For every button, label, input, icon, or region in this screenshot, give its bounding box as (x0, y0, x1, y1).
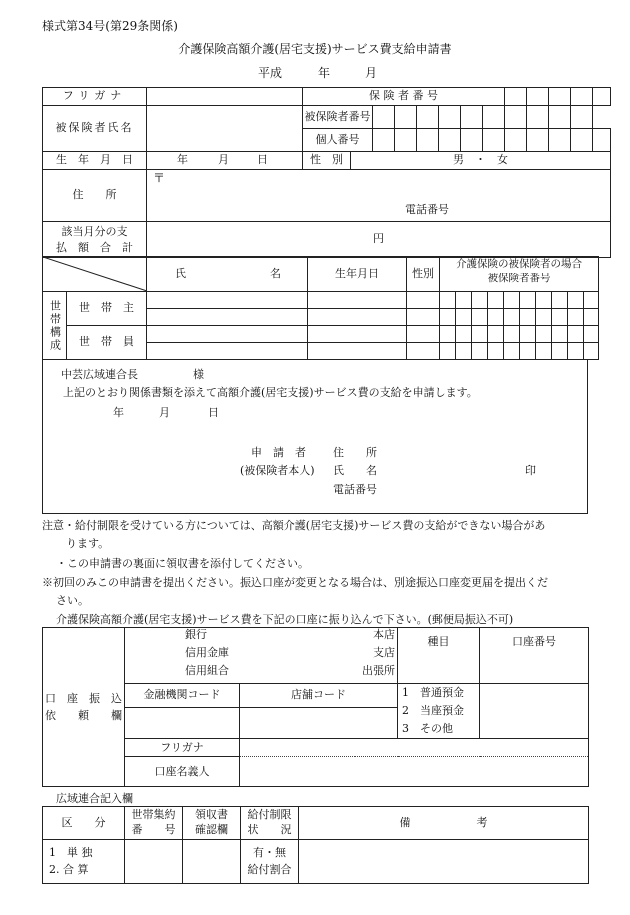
birth-day-label: 日 (257, 153, 268, 167)
decl-year: 年 (113, 406, 124, 419)
note-1-cont: ります。 (66, 537, 110, 550)
applicant-address-label: 住 所 (333, 446, 377, 459)
insurer-number-cell[interactable] (571, 88, 593, 106)
applicant-sub-label: (被保険者本人) (240, 464, 315, 477)
hm-no-cell[interactable] (536, 326, 552, 343)
furigana-label: フリガナ (43, 88, 147, 106)
form-number: 様式第34号(第29条関係) (42, 19, 178, 33)
personal-number-cell[interactable] (395, 129, 417, 152)
yen-unit: 円 (373, 232, 384, 246)
hm-no-cell[interactable] (568, 326, 584, 343)
hm-no-cell[interactable] (472, 343, 488, 360)
hm-no-cell[interactable] (488, 326, 504, 343)
insurer-number-cell[interactable] (527, 88, 549, 106)
hh-sex-cell[interactable] (407, 292, 440, 309)
hh-no-cell[interactable] (488, 309, 504, 326)
holder-furigana-field[interactable] (240, 739, 589, 757)
decl-month: 月 (159, 406, 170, 419)
hm-no-cell[interactable] (456, 326, 472, 343)
institution-code-field[interactable] (125, 707, 240, 739)
hh-name-cell[interactable] (147, 292, 308, 309)
branch-type-branch: 支店 (373, 646, 395, 659)
insured-number-cell[interactable] (461, 106, 483, 129)
hh-no-cell[interactable] (552, 292, 568, 309)
branch-code-label: 店舗コード (240, 684, 398, 708)
hm-no-cell[interactable] (536, 343, 552, 360)
household-corner (43, 257, 147, 292)
diagonal-line (43, 257, 147, 291)
holder-furigana-label: フリガナ (125, 739, 240, 757)
bank-lead: 介護保険高額介護(居宅支援)サービス費を下記の口座に振り込んで下さい。(郵便局振込不可) (56, 613, 514, 626)
hh-no-cell[interactable] (584, 309, 599, 326)
biko-field[interactable] (299, 840, 589, 884)
honorific: 様 (193, 368, 204, 381)
form-title: 介護保険高額介護(居宅支援)サービス費支給申請書 (178, 42, 452, 56)
hm-no-cell[interactable] (504, 343, 520, 360)
office-section-title: 広域連合記入欄 (56, 792, 133, 805)
note-3: ※初回のみこの申請書を提出ください。振込口座が変更となる場合は、別途振込口座変更届を提出くだ (42, 576, 548, 589)
col-insured-header: 介護保険の被保険者の場合 (440, 257, 599, 273)
hm-sex-cell[interactable] (407, 326, 440, 343)
hh-no-cell[interactable] (520, 292, 536, 309)
hh-no-cell[interactable] (504, 309, 520, 326)
decl-day: 日 (208, 406, 219, 419)
kubun-field[interactable]: 1 単 独 2. 合 算 (43, 840, 125, 884)
bank-type-kumiai: 信用組合 (185, 664, 229, 677)
branch-code-field[interactable] (240, 707, 398, 739)
personal-number-cell[interactable] (461, 129, 483, 152)
date-era: 平成 (258, 66, 283, 80)
hm-no-cell[interactable] (456, 343, 472, 360)
hm-name-cell[interactable] (147, 326, 308, 343)
hh-no-cell[interactable] (568, 309, 584, 326)
hm-no-cell[interactable] (584, 343, 599, 360)
applicant-phone-label: 電話番号 (333, 483, 377, 496)
personal-number-cell[interactable] (417, 129, 439, 152)
kyufu-status-field[interactable]: 有・無 給付割合 (241, 840, 299, 884)
insurer-number-label: 保 険 者 番 号 (303, 88, 505, 106)
insured-number-cell[interactable] (505, 106, 527, 129)
col-kubun-header: 区 分 (43, 807, 125, 840)
col-sex-header: 性別 (407, 257, 440, 292)
office-table (42, 806, 589, 884)
declaration-box (42, 359, 588, 514)
insurer-number-cell[interactable] (593, 88, 611, 106)
insured-number-cell[interactable] (527, 106, 549, 129)
bank-side-label: 口 座 振 込 依 頼 欄 (43, 628, 125, 787)
hm-no-cell[interactable] (520, 326, 536, 343)
hh-no-cell[interactable] (520, 309, 536, 326)
hh-no-cell[interactable] (584, 292, 599, 309)
hm-no-cell[interactable] (584, 326, 599, 343)
insured-name-field[interactable] (147, 106, 303, 152)
bank-type-bank: 銀行 (185, 628, 207, 641)
payment-total-label: 該当月分の支 払 額 合 計 (43, 222, 147, 258)
postal-mark: 〒 (153, 171, 166, 185)
seal-mark: 印 (525, 464, 536, 477)
hm-no-cell[interactable] (488, 343, 504, 360)
account-number-header: 口座番号 (480, 628, 589, 684)
household-side-label: 世帯構成 (43, 292, 67, 360)
insured-number-cell[interactable] (373, 106, 395, 129)
declaration-statement: 上記のとおり関係書類を添えて高額介護(居宅支援)サービス費の支給を申請します。 (63, 386, 478, 399)
insured-number-cell[interactable] (571, 106, 593, 129)
branch-type-sub: 出張所 (362, 664, 395, 677)
hh-birth-cell[interactable] (308, 292, 407, 309)
account-holder-field[interactable] (240, 757, 589, 787)
address-field[interactable] (147, 170, 611, 222)
household-member-label: 世 帯 員 (67, 326, 147, 360)
col-name-header: 氏 名 (147, 257, 308, 292)
hh-birth-cell[interactable] (308, 309, 407, 326)
col-insured-number-header: 被保険者番号 (440, 273, 599, 292)
personal-number-cell[interactable] (373, 129, 395, 152)
col-birthdate-header: 生年月日 (308, 257, 407, 292)
hm-birth-cell[interactable] (308, 343, 407, 360)
note-1: 注意・給付制限を受けている方については、高額介護(居宅支援)サービス費の支給ができない場合があ (42, 519, 546, 532)
insured-number-label: 被保険者番号 (303, 106, 373, 129)
personal-number-cell[interactable] (593, 129, 611, 152)
ryoshu-check-field[interactable] (183, 840, 241, 884)
hh-no-cell[interactable] (536, 309, 552, 326)
account-type-header: 種目 (398, 628, 480, 684)
insured-number-cell[interactable] (549, 106, 571, 129)
household-table (42, 256, 599, 360)
branch-name-field[interactable] (355, 628, 398, 684)
birthdate-label: 生 年 月 日 (43, 152, 147, 170)
applicant-table (42, 87, 611, 258)
account-type-options[interactable]: 1 普通預金 2 当座預金 3 その他 (398, 684, 480, 739)
applicant-name-label: 氏 名 (333, 464, 377, 477)
personal-number-cell[interactable] (527, 129, 549, 152)
col-ryoshu-header: 領収書 確認欄 (183, 807, 241, 840)
birth-month-label: 月 (218, 153, 229, 167)
hm-no-cell[interactable] (440, 326, 456, 343)
personal-number-cell[interactable] (439, 129, 461, 152)
personal-number-label: 個人番号 (303, 129, 373, 152)
branch-type-main: 本店 (373, 628, 395, 641)
insured-number-cell[interactable] (439, 106, 461, 129)
address-label: 住 所 (43, 170, 147, 222)
date-year-label: 年 (318, 66, 331, 80)
hm-birth-cell[interactable] (308, 326, 407, 343)
hm-no-cell[interactable] (440, 343, 456, 360)
personal-number-cell[interactable] (549, 129, 571, 152)
personal-number-cell[interactable] (483, 129, 505, 152)
sex-label: 性 別 (303, 152, 351, 170)
hm-no-cell[interactable] (504, 326, 520, 343)
hh-no-cell[interactable] (488, 292, 504, 309)
hh-no-cell[interactable] (504, 292, 520, 309)
household-head-label: 世 帯 主 (67, 292, 147, 326)
hh-no-cell[interactable] (552, 309, 568, 326)
hh-no-cell[interactable] (568, 292, 584, 309)
birth-year-label: 年 (177, 153, 188, 167)
hh-no-cell[interactable] (440, 309, 456, 326)
note-3-cont: さい。 (56, 594, 89, 607)
account-holder-label: 口座名義人 (125, 757, 240, 787)
bank-name-field[interactable] (125, 628, 355, 684)
insurer-number-cell[interactable] (505, 88, 527, 106)
insured-number-cell[interactable] (395, 106, 417, 129)
address-phone-label: 電話番号 (405, 203, 449, 216)
setai-number-field[interactable] (125, 840, 183, 884)
hm-name-cell[interactable] (147, 343, 308, 360)
bank-table (42, 627, 589, 787)
birthdate-field[interactable] (147, 152, 303, 170)
col-biko-header: 備 考 (299, 807, 589, 840)
hh-no-cell[interactable] (456, 309, 472, 326)
insured-name-label: 被保険者氏名 (43, 106, 147, 152)
insured-number-cell[interactable] (483, 106, 505, 129)
hm-no-cell[interactable] (472, 326, 488, 343)
hh-no-cell[interactable] (440, 292, 456, 309)
date-month-label: 月 (365, 66, 378, 80)
hh-no-cell[interactable] (536, 292, 552, 309)
personal-number-cell[interactable] (571, 129, 593, 152)
hh-sex-cell[interactable] (407, 309, 440, 326)
hh-name-cell[interactable] (147, 309, 308, 326)
institution-code-label: 金融機関コード (125, 684, 240, 708)
hh-no-cell[interactable] (472, 309, 488, 326)
addressee: 中芸広域連合長 (61, 368, 138, 381)
hm-no-cell[interactable] (552, 343, 568, 360)
payment-total-field[interactable] (147, 222, 611, 258)
insured-number-cell[interactable] (417, 106, 439, 129)
account-number-field[interactable] (480, 684, 589, 739)
hm-no-cell[interactable] (520, 343, 536, 360)
note-2: ・この申請書の裏面に領収書を添付してください。 (56, 557, 309, 570)
sex-options[interactable]: 男 ・ 女 (351, 152, 611, 170)
hm-no-cell[interactable] (552, 326, 568, 343)
personal-number-cell[interactable] (505, 129, 527, 152)
insurer-number-cell[interactable] (549, 88, 571, 106)
furigana-field[interactable] (147, 88, 303, 106)
hh-no-cell[interactable] (456, 292, 472, 309)
hm-sex-cell[interactable] (407, 343, 440, 360)
col-kyufu-header: 給付制限 状 況 (241, 807, 299, 840)
hh-no-cell[interactable] (472, 292, 488, 309)
hm-no-cell[interactable] (568, 343, 584, 360)
applicant-label: 申 請 者 (251, 446, 306, 459)
col-setai-header: 世帯集約 番 号 (125, 807, 183, 840)
bank-type-shinkin: 信用金庫 (185, 646, 229, 659)
